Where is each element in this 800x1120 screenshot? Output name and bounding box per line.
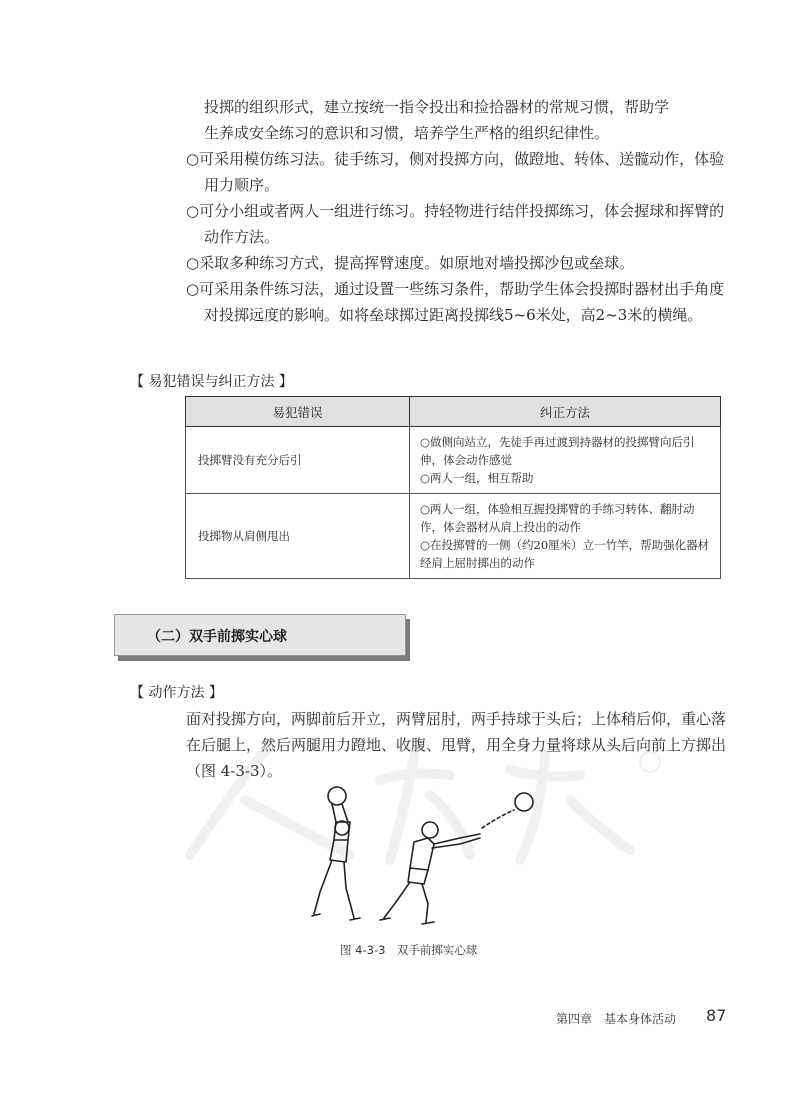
ball xyxy=(328,787,346,805)
error-cell: 投掷物从肩侧甩出 xyxy=(186,494,410,579)
table-row xyxy=(186,494,721,579)
intro-paragraph-line: 生养成安全练习的意识和习惯，培养学生严格的组织纪律性。 xyxy=(204,124,610,142)
figure-illustration xyxy=(310,782,550,932)
section-banner-title: （二）双手前掷实心球 xyxy=(147,629,287,645)
table-row xyxy=(186,427,721,494)
page-number: 87 xyxy=(706,1006,727,1025)
fix-line: ○在投掷臂的一侧（约20厘米）立一竹竿，帮助强化器材经肩上屈肘掷出的动作 xyxy=(420,538,710,570)
athlete-2 xyxy=(422,822,438,838)
errors-table xyxy=(185,396,721,579)
error-cell: 投掷臂没有充分后引 xyxy=(186,427,410,494)
method-text: 面对投掷方向，两脚前后开立，两臂屈肘，两手持球于头后；上体稍后仰，重心落在后腿上，然后两腿用力蹬地、收腹、甩臂，用全身力量将球从头后向前上方掷出（图 4-3-3）。 xyxy=(186,710,727,780)
errors-section-title: 【 易犯错误与纠正方法 】 xyxy=(130,374,293,390)
practice-item: ○可采用模仿练习法。徒手练习，侧对投掷方向，做蹬地、转体、送髋动作，体验用力顺序。 xyxy=(186,150,725,194)
practice-item: ○可采用条件练习法，通过设置一些练习条件，帮助学生体会投掷时器材出手角度对投掷远度的影响。如将垒球掷过距离投掷线5~6米处，高2~3米的横绳。 xyxy=(186,280,725,324)
figure-caption: 图 4-3-3 双手前掷实心球 xyxy=(340,943,478,957)
fix-cell xyxy=(410,427,721,494)
fix-line: ○两人一组，体验相互握投掷臂的手练习转体、翻肘动作，体会器材从肩上投出的动作 xyxy=(420,502,695,534)
chapter-footer: 第四章 基本身体活动 xyxy=(556,1012,677,1026)
method-section-title: 【 动作方法 】 xyxy=(130,685,223,701)
column-header-error: 易犯错误 xyxy=(186,397,410,427)
intro-paragraph-line: 投掷的组织形式，建立按统一指令投出和捡拾器材的常规习惯，帮助学 xyxy=(204,98,670,116)
fix-line: ○做侧向站立，先徒手再过渡到持器材的投掷臂向后引伸，体会动作感觉 xyxy=(420,435,695,467)
intro-text xyxy=(186,94,734,328)
ball xyxy=(515,793,533,811)
column-header-fix: 纠正方法 xyxy=(410,397,721,427)
section-banner xyxy=(114,614,406,656)
table-header-row xyxy=(186,397,721,427)
practice-item: ○可分小组或者两人一组进行练习。持轻物进行结伴投掷练习，体会握球和挥臂的动作方法。 xyxy=(186,202,725,246)
fix-line: ○两人一组，相互帮助 xyxy=(420,471,534,485)
athlete-1 xyxy=(332,804,348,822)
practice-item: ○采取多种练习方式，提高挥臂速度。如原地对墙投掷沙包或垒球。 xyxy=(186,254,635,272)
fix-cell xyxy=(410,494,721,579)
